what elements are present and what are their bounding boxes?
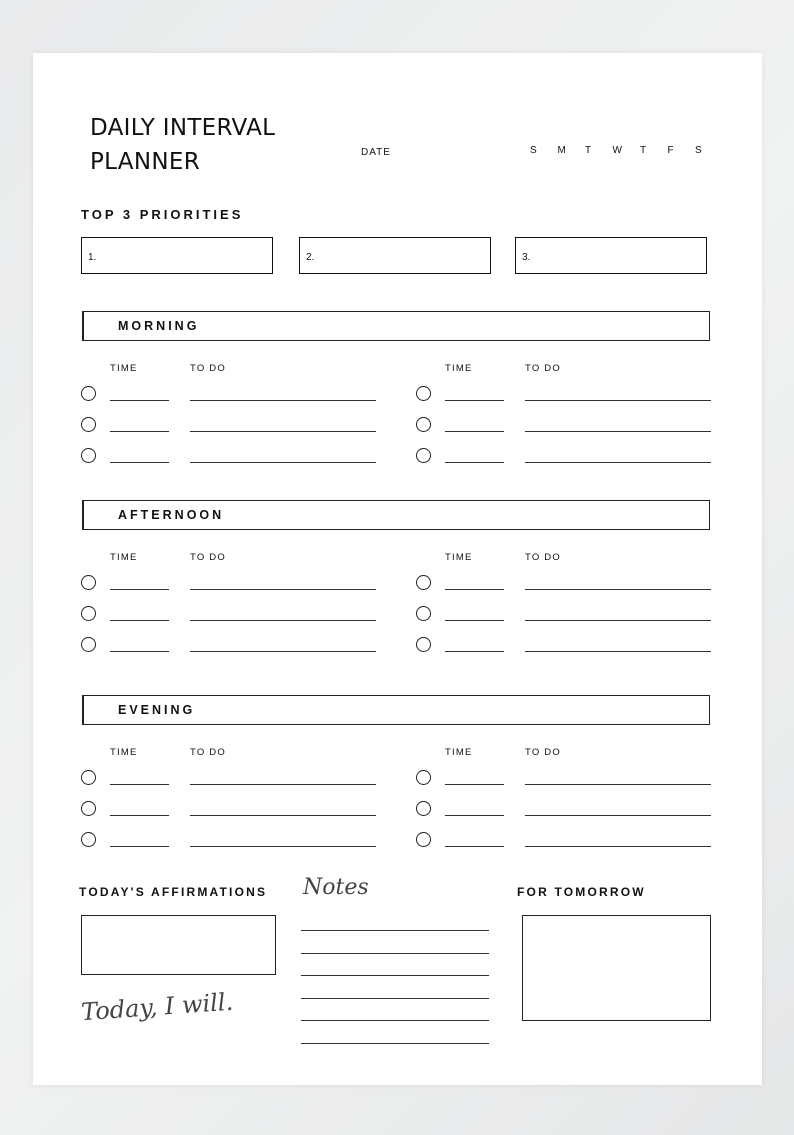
- notes-line[interactable]: [301, 953, 489, 954]
- task-checkbox[interactable]: [81, 606, 96, 621]
- time-column-label: TIME: [445, 747, 473, 758]
- time-input-line[interactable]: [110, 846, 169, 847]
- priority-box-2[interactable]: [299, 237, 491, 274]
- todo-input-line[interactable]: [525, 846, 711, 847]
- task-checkbox[interactable]: [81, 770, 96, 785]
- time-input-line[interactable]: [110, 651, 169, 652]
- todo-input-line[interactable]: [190, 431, 376, 432]
- todo-input-line[interactable]: [190, 846, 376, 847]
- afternoon-label: AFTERNOON: [118, 508, 225, 522]
- today-i-will-script: Today, I will.: [80, 987, 234, 1027]
- page-title: [90, 111, 275, 179]
- task-checkbox[interactable]: [81, 637, 96, 652]
- time-input-line[interactable]: [445, 400, 504, 401]
- todo-input-line[interactable]: [190, 620, 376, 621]
- notes-line[interactable]: [301, 1043, 489, 1044]
- task-checkbox[interactable]: [416, 448, 431, 463]
- task-checkbox[interactable]: [81, 801, 96, 816]
- planner-sheet: [33, 53, 762, 1085]
- time-input-line[interactable]: [445, 815, 504, 816]
- todo-column-label: TO DO: [190, 363, 226, 374]
- task-checkbox[interactable]: [416, 770, 431, 785]
- todo-input-line[interactable]: [525, 815, 711, 816]
- todo-column-label: TO DO: [190, 747, 226, 758]
- todo-input-line[interactable]: [190, 589, 376, 590]
- time-column-label: TIME: [445, 552, 473, 563]
- priority-number: 1.: [88, 252, 97, 263]
- todo-column-label: TO DO: [190, 552, 226, 563]
- day-saturday[interactable]: S: [695, 145, 703, 156]
- affirmations-heading: TODAY'S AFFIRMATIONS: [79, 885, 268, 899]
- task-checkbox[interactable]: [416, 417, 431, 432]
- time-input-line[interactable]: [110, 400, 169, 401]
- task-checkbox[interactable]: [416, 832, 431, 847]
- time-input-line[interactable]: [110, 815, 169, 816]
- time-input-line[interactable]: [445, 651, 504, 652]
- morning-header-bar: [82, 311, 710, 341]
- day-sunday[interactable]: S: [530, 145, 538, 156]
- task-checkbox[interactable]: [81, 832, 96, 847]
- time-input-line[interactable]: [445, 462, 504, 463]
- affirmations-box[interactable]: [81, 915, 276, 975]
- task-checkbox[interactable]: [416, 606, 431, 621]
- notes-line[interactable]: [301, 930, 489, 931]
- todo-input-line[interactable]: [190, 815, 376, 816]
- evening-label: EVENING: [118, 703, 196, 717]
- day-friday[interactable]: F: [667, 145, 675, 156]
- task-checkbox[interactable]: [416, 386, 431, 401]
- notes-heading: Notes: [303, 875, 369, 900]
- time-input-line[interactable]: [445, 431, 504, 432]
- todo-input-line[interactable]: [525, 589, 711, 590]
- task-checkbox[interactable]: [416, 801, 431, 816]
- todo-input-line[interactable]: [190, 651, 376, 652]
- task-checkbox[interactable]: [81, 448, 96, 463]
- date-label: DATE: [361, 147, 391, 158]
- task-checkbox[interactable]: [81, 386, 96, 401]
- weekday-selector: [530, 145, 723, 156]
- priorities-heading: TOP 3 PRIORITIES: [81, 207, 244, 222]
- todo-input-line[interactable]: [190, 784, 376, 785]
- todo-input-line[interactable]: [525, 784, 711, 785]
- time-input-line[interactable]: [110, 462, 169, 463]
- todo-input-line[interactable]: [525, 651, 711, 652]
- time-column-label: TIME: [110, 552, 138, 563]
- todo-column-label: TO DO: [525, 363, 561, 374]
- task-checkbox[interactable]: [416, 575, 431, 590]
- tomorrow-heading: FOR TOMORROW: [517, 885, 646, 899]
- time-column-label: TIME: [110, 747, 138, 758]
- todo-column-label: TO DO: [525, 747, 561, 758]
- afternoon-header-bar: [82, 500, 710, 530]
- time-column-label: TIME: [445, 363, 473, 374]
- priority-box-3[interactable]: [515, 237, 707, 274]
- priority-box-1[interactable]: [81, 237, 273, 274]
- todo-input-line[interactable]: [525, 620, 711, 621]
- day-tuesday[interactable]: T: [585, 145, 593, 156]
- time-input-line[interactable]: [445, 784, 504, 785]
- priority-number: 2.: [306, 252, 315, 263]
- title-line-2: PLANNER: [90, 149, 200, 175]
- todo-input-line[interactable]: [525, 431, 711, 432]
- day-thursday[interactable]: T: [640, 145, 648, 156]
- time-input-line[interactable]: [445, 846, 504, 847]
- task-checkbox[interactable]: [416, 637, 431, 652]
- day-wednesday[interactable]: W: [612, 145, 623, 156]
- todo-input-line[interactable]: [525, 400, 711, 401]
- time-input-line[interactable]: [445, 620, 504, 621]
- evening-header-bar: [82, 695, 710, 725]
- title-line-1: DAILY INTERVAL: [90, 115, 276, 141]
- morning-label: MORNING: [118, 319, 200, 333]
- task-checkbox[interactable]: [81, 575, 96, 590]
- task-checkbox[interactable]: [81, 417, 96, 432]
- time-input-line[interactable]: [110, 431, 169, 432]
- time-input-line[interactable]: [445, 589, 504, 590]
- todo-column-label: TO DO: [525, 552, 561, 563]
- notes-line[interactable]: [301, 1020, 489, 1021]
- time-input-line[interactable]: [110, 589, 169, 590]
- time-input-line[interactable]: [110, 620, 169, 621]
- notes-line[interactable]: [301, 975, 489, 976]
- notes-line[interactable]: [301, 998, 489, 999]
- time-input-line[interactable]: [110, 784, 169, 785]
- tomorrow-box[interactable]: [522, 915, 711, 1021]
- priority-number: 3.: [522, 252, 531, 263]
- todo-input-line[interactable]: [190, 462, 376, 463]
- todo-input-line[interactable]: [190, 400, 376, 401]
- day-monday[interactable]: M: [557, 145, 567, 156]
- time-column-label: TIME: [110, 363, 138, 374]
- todo-input-line[interactable]: [525, 462, 711, 463]
